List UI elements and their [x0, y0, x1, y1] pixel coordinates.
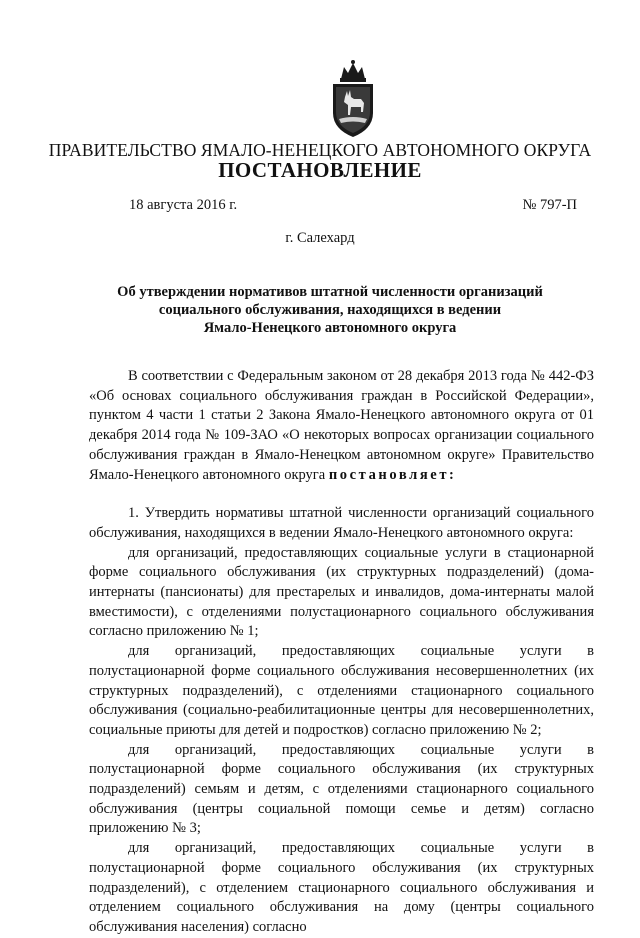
preamble-paragraph [89, 367, 594, 485]
government-name: ПРАВИТЕЛЬСТВО ЯМАЛО-НЕНЕЦКОГО АВТОНОМНОГО ОКРУГА [48, 140, 592, 160]
document-number: № 797-П [522, 197, 577, 213]
sub-item-paragraph: для организаций, предоставляющих социальные услуги в полустационарной форме социального обслуживания несовершеннолетних (их структурных подразделений), с отделениями стационарного социального обслуживания (социально-реабилитационные центры для несовершеннолетних, социальные приюты для детей и подростков) согласно приложению № 2; [89, 643, 594, 738]
resolves-word: постановляет: [328, 466, 457, 483]
sub-item-paragraph: для организаций, предоставляющих социальные услуги в полустационарной форме социального обслуживания (их структурных подразделений), с отделением стационарного социального обслуживания и отделением социального обслуживания на дому (центры социального обслуживания населения) согласно [89, 840, 594, 935]
preamble-text: В соответствии с Федеральным законом от 28 декабря 2013 года № 442-ФЗ «Об основах социального обслуживания граждан в Российской Федерации», пунктом 4 части 1 статьи 2 Закона Ямало-Ненецкого автономного округа от 01 декабря 2014 года № 109-ЗАО «О некоторых вопросах организации социального обслуживания граждан в Ямало-Ненецком автономном округе» Правительство Ямало-Ненецкого автономного округа [89, 368, 594, 483]
document-date: 18 августа 2016 г. [129, 197, 238, 213]
coat-of-arms-icon [327, 57, 379, 139]
item-paragraph: 1. Утвердить нормативы штатной численности организаций социального обслуживания, находящихся в ведении Ямало-Ненецкого автономного округа: [89, 505, 594, 541]
document-body [89, 367, 594, 938]
document-city: г. Салехард [285, 230, 355, 246]
sub-item-paragraph: для организаций, предоставляющих социальные услуги в стационарной форме социального обслуживания (их структурных подразделений) (дома-интернаты (пансионаты) для престарелых и инвалидов, дома-интернаты малой вместимости), с отделениями полустационарного социального обслуживания согласно приложению № 1; [89, 544, 594, 640]
subject-line: Ямало-Ненецкого автономного округа [203, 320, 457, 336]
document-subject [100, 283, 560, 337]
subject-line: Об утверждении нормативов штатной численности организаций [117, 284, 543, 300]
subject-line: социального обслуживания, находящихся в ведении [158, 302, 502, 318]
document-type: ПОСТАНОВЛЕНИЕ [218, 158, 422, 182]
sub-item-paragraph: для организаций, предоставляющих социальные услуги в полустационарной форме социального обслуживания (их структурных подразделений) семьям и детям, с отделениями стационарного социального обслуживания (центры социальной помощи семье и детям) согласно приложению № 3; [89, 741, 594, 837]
